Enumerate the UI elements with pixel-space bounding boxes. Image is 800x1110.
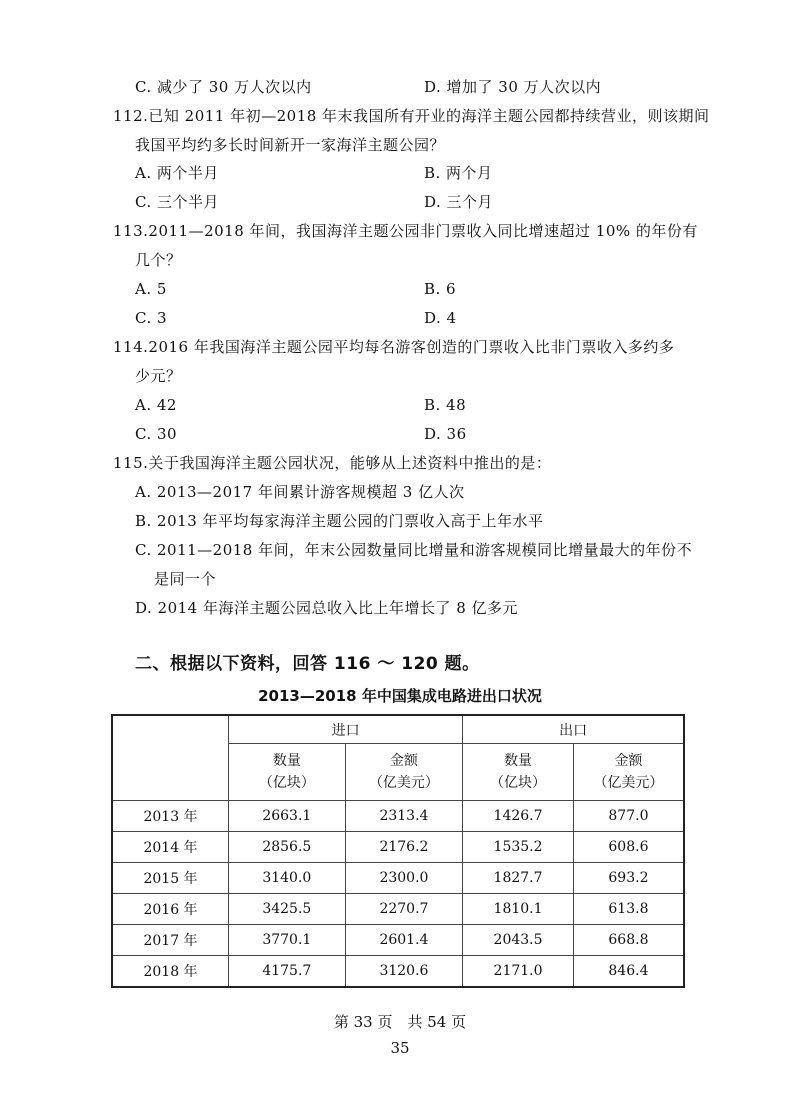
export-amt-cell: 846.4	[573, 956, 684, 988]
export-qty-cell: 1810.1	[463, 894, 574, 925]
q114-option-c: C. 30	[135, 425, 178, 443]
table-row	[112, 894, 684, 925]
export-qty-cell: 1827.7	[463, 863, 574, 894]
qty-unit: （亿块）	[258, 775, 315, 791]
q114-option-b: B. 48	[424, 396, 467, 414]
import-amt-cell: 2300.0	[345, 863, 463, 894]
q115-stem: 115.关于我国海洋主题公园状况，能够从上述资料中推出的是：	[113, 454, 552, 472]
qty-unit: （亿块）	[490, 775, 547, 791]
export-amt-cell: 668.8	[573, 925, 684, 956]
import-qty-cell: 2856.5	[229, 832, 346, 863]
q115-option-c-line2: 是同一个	[154, 570, 217, 588]
export-amt-cell: 613.8	[573, 894, 684, 925]
q115-option-a: A. 2013—2017 年间累计游客规模超 3 亿人次	[135, 483, 465, 501]
header-export-amt	[573, 744, 684, 801]
table-row	[112, 863, 684, 894]
header-export: 出口	[463, 715, 684, 744]
table-header-row-1	[112, 715, 684, 744]
q113-option-c: C. 3	[135, 309, 168, 327]
export-qty-cell: 2043.5	[463, 925, 574, 956]
q113-stem-line2: 几个？	[135, 251, 182, 269]
page-info: 第 33 页 共 54 页	[333, 1013, 467, 1031]
export-amt-cell: 877.0	[573, 801, 684, 832]
year-cell: 2013 年	[112, 801, 229, 832]
section-heading: 二、根据以下资料，回答 116 ～ 120 题。	[135, 654, 480, 674]
amt-unit: （亿美元）	[593, 775, 664, 791]
q115-option-d: D. 2014 年海洋主题公园总收入比上年增长了 8 亿多元	[135, 599, 519, 617]
header-import: 进口	[229, 715, 463, 744]
q113-option-b: B. 6	[424, 280, 457, 298]
year-cell: 2017 年	[112, 925, 229, 956]
qty-label: 数量	[272, 753, 301, 769]
q111-option-c: C. 减少了 30 万人次以内	[135, 78, 312, 96]
ic-trade-table	[111, 714, 685, 988]
amt-label: 金额	[614, 753, 643, 769]
q114-option-a: A. 42	[135, 396, 177, 414]
year-cell: 2016 年	[112, 894, 229, 925]
import-qty-cell: 4175.7	[229, 956, 346, 988]
import-qty-cell: 2663.1	[229, 801, 346, 832]
year-cell: 2015 年	[112, 863, 229, 894]
q115-option-c-line1: C. 2011—2018 年间，年末公园数量同比增量和游客规模同比增量最大的年份不	[135, 541, 693, 559]
amt-unit: （亿美元）	[368, 775, 439, 791]
q112-option-a: A. 两个半月	[135, 164, 219, 182]
table-row	[112, 801, 684, 832]
export-qty-cell: 1426.7	[463, 801, 574, 832]
q112-stem-line1: 112.已知 2011 年初—2018 年末我国所有开业的海洋主题公园都持续营业，则该期间	[113, 107, 710, 125]
qty-label: 数量	[504, 753, 533, 769]
import-amt-cell: 2313.4	[345, 801, 463, 832]
year-cell: 2018 年	[112, 956, 229, 988]
header-import-qty	[229, 744, 346, 801]
header-export-qty	[463, 744, 574, 801]
import-amt-cell: 2601.4	[345, 925, 463, 956]
q115-option-b: B. 2013 年平均每家海洋主题公园的门票收入高于上年水平	[135, 512, 544, 530]
q113-option-d: D. 4	[424, 309, 457, 327]
import-amt-cell: 3120.6	[345, 956, 463, 988]
import-qty-cell: 3770.1	[229, 925, 346, 956]
q112-option-c: C. 三个半月	[135, 193, 219, 211]
q112-stem-line2: 我国平均约多长时间新开一家海洋主题公园？	[135, 136, 446, 154]
table-row	[112, 925, 684, 956]
import-amt-cell: 2270.7	[345, 894, 463, 925]
import-qty-cell: 3425.5	[229, 894, 346, 925]
q112-option-d: D. 三个月	[424, 193, 494, 211]
q114-stem-line1: 114.2016 年我国海洋主题公园平均每名游客创造的门票收入比非门票收入多约多	[113, 338, 675, 356]
q112-option-b: B. 两个月	[424, 164, 493, 182]
import-amt-cell: 2176.2	[345, 832, 463, 863]
amt-label: 金额	[389, 753, 418, 769]
year-cell: 2014 年	[112, 832, 229, 863]
table-row	[112, 832, 684, 863]
export-amt-cell: 693.2	[573, 863, 684, 894]
export-amt-cell: 608.6	[573, 832, 684, 863]
q114-option-d: D. 36	[424, 425, 467, 443]
table-title: 2013—2018 年中国集成电路进出口状况	[258, 687, 542, 705]
q113-option-a: A. 5	[135, 280, 167, 298]
export-qty-cell: 2171.0	[463, 956, 574, 988]
corner-cell	[112, 715, 229, 801]
q114-stem-line2: 少元？	[135, 367, 182, 385]
page-number: 35	[390, 1039, 410, 1057]
export-qty-cell: 1535.2	[463, 832, 574, 863]
q113-stem-line1: 113.2011—2018 年间，我国海洋主题公园非门票收入同比增速超过 10% 的年份有	[113, 222, 698, 240]
import-qty-cell: 3140.0	[229, 863, 346, 894]
header-import-amt	[345, 744, 463, 801]
table-row	[112, 956, 684, 988]
q111-option-d: D. 增加了 30 万人次以内	[424, 78, 602, 96]
